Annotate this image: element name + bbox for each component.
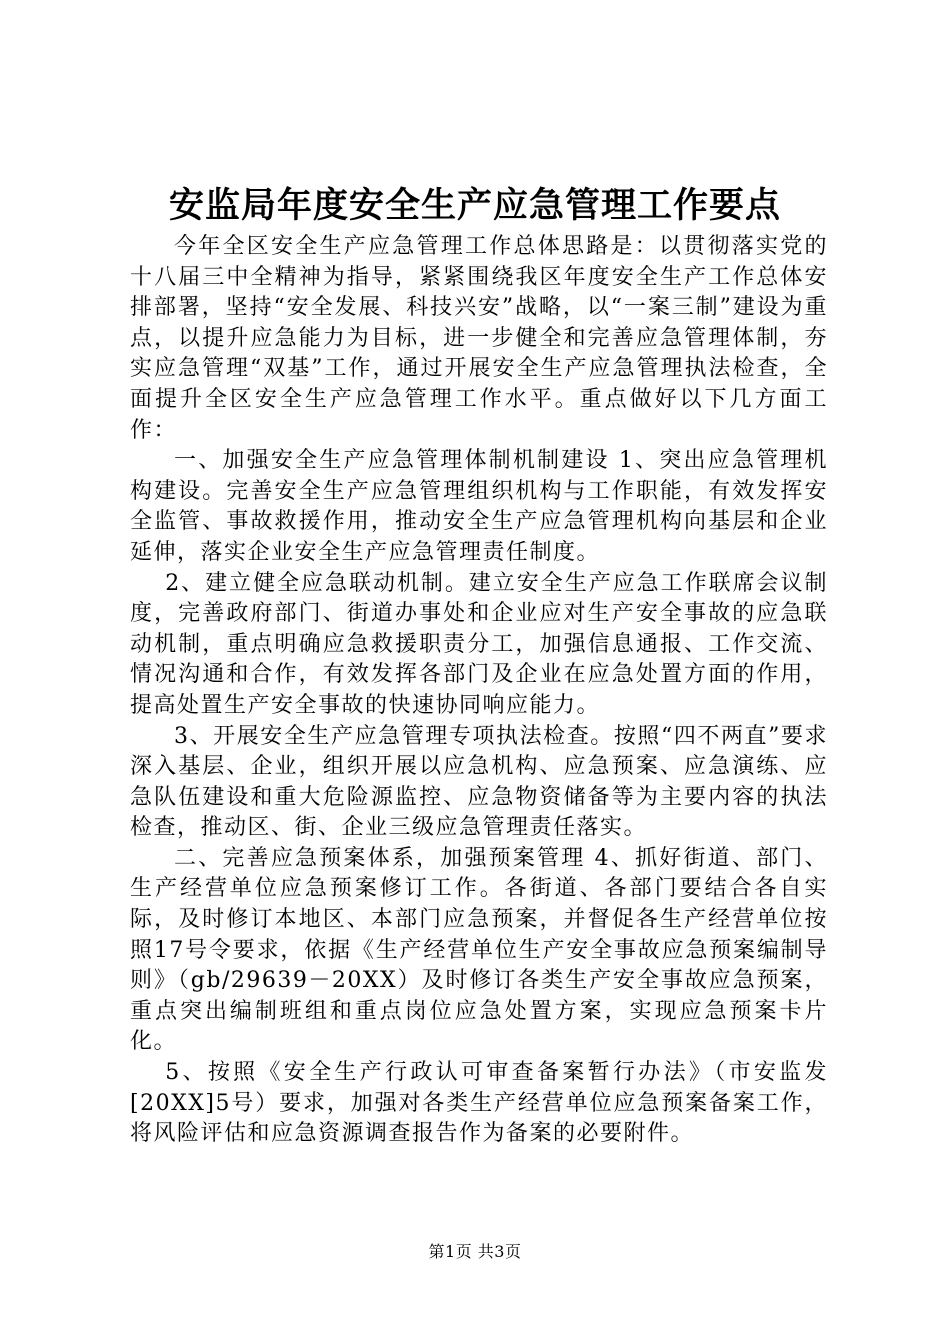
paragraph-section-1: 一、加强安全生产应急管理体制机制建设 1、突出应急管理机构建设。完善安全生产应急管理组织机构与工作职能，有效发挥安全监管、事故救援作用，推动安全生产应急管理机构向基层和企业延伸，落实企业安全生产应急管理责任制度。	[130, 448, 828, 565]
paragraph-overview: 今年全区安全生产应急管理工作总体思路是：以贯彻落实党的十八届三中全精神为指导，紧紧围绕我区年度安全生产工作总体安排部署，坚持“安全发展、科技兴安”战略，以“一案三制”建设为重点，以提升应急能力为目标，进一步健全和完善应急管理体制，夯实应急管理“双基”工作，通过开展安全生产应急管理执法检查，全面提升全区安全生产应急管理工作水平。重点做好以下几方面工作：	[130, 234, 828, 443]
paragraph-section-2: 二、完善应急预案体系，加强预案管理 4、抓好街道、部门、生产经营单位应急预案修订工作。各街道、各部门要结合各自实际，及时修订本地区、本部门应急预案，并督促各生产经营单位按照17号令要求，依据《生产经营单位生产安全事故应急预案编制导则》（gb/29639－20XX）及时修订各类生产安全事故应急预案，重点突出编制班组和重点岗位应急处置方案，实现应急预案卡片化。	[130, 845, 828, 1055]
paragraph-item-3: 3、开展安全生产应急管理专项执法检查。按照“四不两直”要求深入基层、企业，组织开展以应急机构、应急预案、应急演练、应急队伍建设和重大危险源监控、应急物资储备等为主要内容的执法检查，推动区、街、企业三级应急管理责任落实。	[130, 723, 828, 841]
page-number-footer: 第1页 共3页	[428, 1242, 522, 1261]
paragraph-item-2: 2、建立健全应急联动机制。建立安全生产应急工作联席会议制度，完善政府部门、街道办事处和企业应对生产安全事故的应急联动机制，重点明确应急救援职责分工，加强信息通报、工作交流、情况沟通和合作，有效发挥各部门及企业在应急处置方面的作用，提高处置生产安全事故的快速协同响应能力。	[130, 570, 828, 718]
paragraph-item-5: 5、按照《安全生产行政认可审查备案暂行办法》（市安监发[20XX]5号）要求，加强对各类生产经营单位应急预案备案工作，将风险评估和应急资源调查报告作为备案的必要附件。	[130, 1060, 828, 1147]
document-body	[130, 232, 828, 1150]
document-title: 安监局年度安全生产应急管理工作要点	[168, 185, 781, 226]
